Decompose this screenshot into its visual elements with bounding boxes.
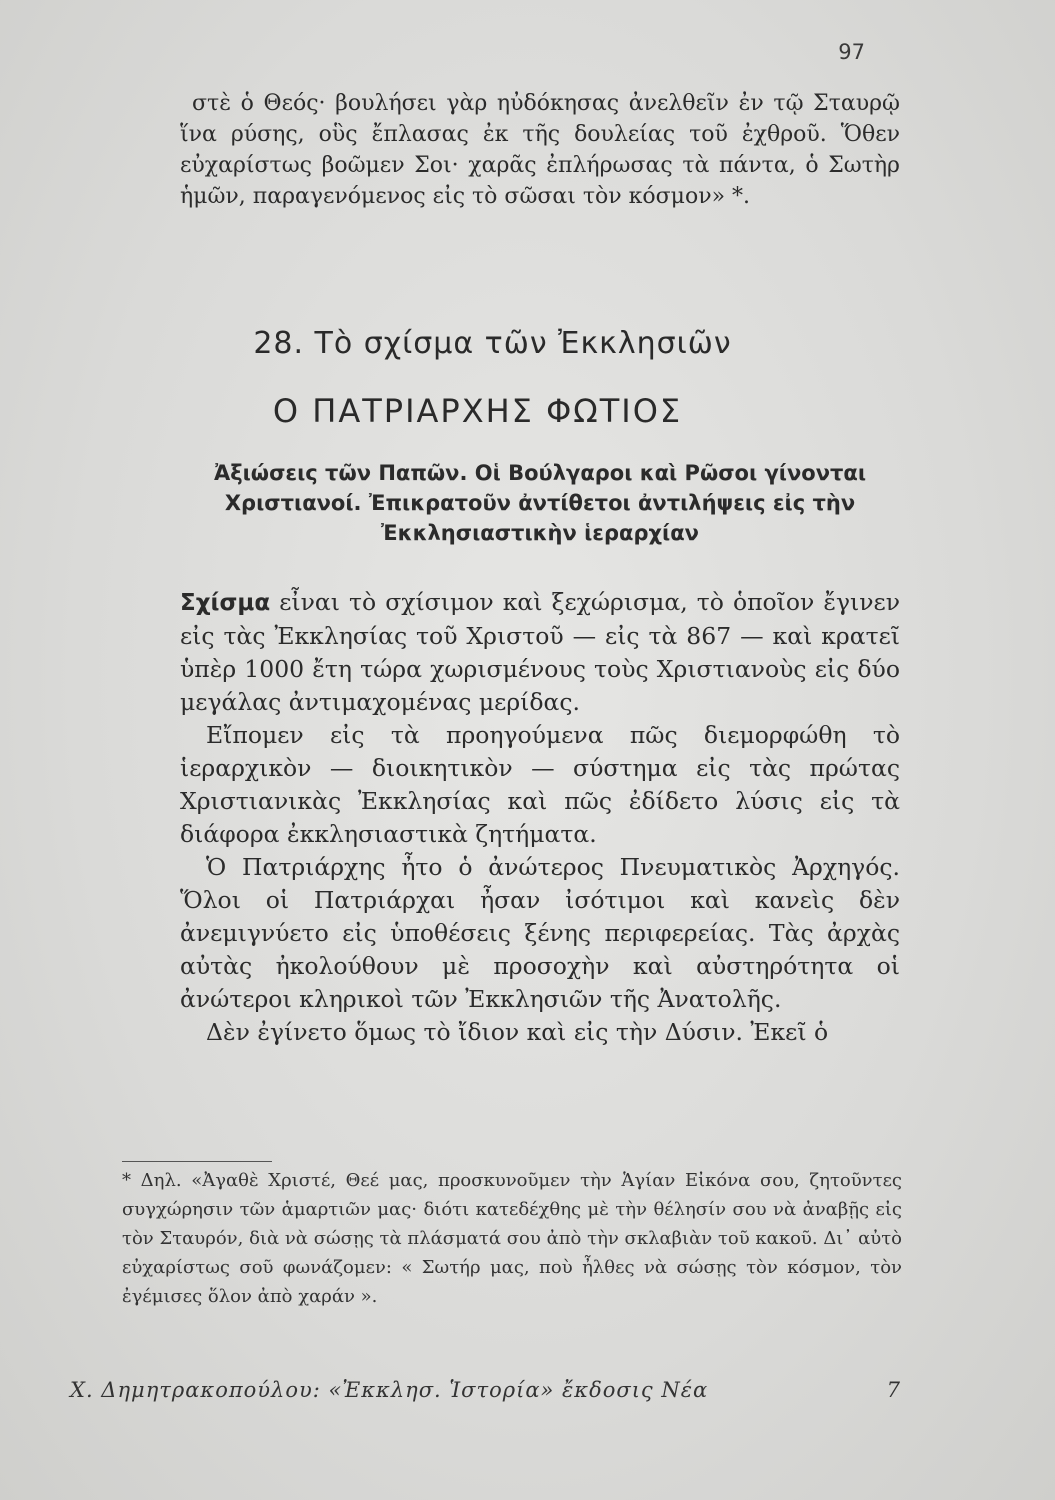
section-summary: Ἀξιώσεις τῶν Παπῶν. Οἱ Βούλγαροι καὶ Ρῶσοι γίνονται Χριστιανοί. Ἐπικρατοῦν ἀντίθετοι ἀντιλήψεις εἰς τὴν Ἐκκλησιαστικὴν ἱεραρχίαν bbox=[213, 461, 867, 545]
chapter-title: 28. Τὸ σχίσμα τῶν Ἐκκλησιῶν bbox=[253, 326, 732, 361]
paragraph-2: Εἴπομεν εἰς τὰ προηγούμενα πῶς διεμορφώθη τὸ ἱεραρχικὸν — διοικητικὸν — σύστημα εἰς τὰς πρώτας Χριστιανικὰς Ἐκκλησίας καὶ πῶς ἐδίδετο λύσις εἰς τὰ διάφορα ἐκκλησιαστικὰ ζητήματα. bbox=[180, 721, 900, 848]
signature-text: Χ. Δημητρακοπούλου: «Ἐκκλησ. Ἱστορία» ἔκδοσις Νέα bbox=[70, 1378, 709, 1402]
footnote-marker: * bbox=[122, 1170, 141, 1191]
signature-sheet-number: 7 bbox=[886, 1378, 900, 1402]
page-number: 97 bbox=[838, 40, 865, 64]
opening-passage bbox=[180, 88, 900, 212]
section-heading: Ο ΠΑΤΡΙΑΡΧΗΣ ΦΩΤΙΟΣ bbox=[272, 392, 683, 430]
opening-paragraph: στὲ ὁ Θεός· βουλήσει γὰρ ηὐδόκησας ἀνελθεῖν ἐν τῷ Σταυρῷ ἵνα ρύσης, οὓς ἔπλασας ἐκ τῆς δουλείας τοῦ ἐχθροῦ. Ὅθεν εὐχαρίστως βοῶμεν Σοι· χαρᾶς ἐπλήρωσας τὰ πάντα, ὁ Σωτὴρ ἡμῶν, παραγενόμενος εἰς τὸ σῶσαι τὸν κόσμον» *. bbox=[180, 91, 900, 209]
paragraph-3: Ὁ Πατριάρχης ἦτο ὁ ἀνώτερος Πνευματικὸς Ἀρχηγός. Ὅλοι οἱ Πατριάρχαι ἦσαν ἰσότιμοι καὶ κανεὶς δὲν ἀνεμιγνύετο εἰς ὑποθέσεις ξένης περιφερείας. Τὰς ἀρχὰς αὐτὰς ἠκολούθουν μὲ προσοχὴν καὶ αὐστηρότητα οἱ ἀνώτεροι κληρικοὶ τῶν Ἐκκλησιῶν τῆς Ἀνατολῆς. bbox=[180, 853, 900, 1013]
footnote bbox=[122, 1166, 902, 1311]
main-text bbox=[180, 586, 900, 1049]
lead-word: Σχίσμα bbox=[180, 590, 271, 616]
paragraph-4: Δὲν ἐγίνετο ὅμως τὸ ἴδιον καὶ εἰς τὴν Δύσιν. Ἐκεῖ ὁ bbox=[206, 1018, 829, 1046]
footnote-paragraph bbox=[122, 1166, 902, 1311]
paragraph-1 bbox=[180, 586, 900, 719]
footnote-text: Δηλ. «Ἀγαθὲ Χριστέ, Θεέ μας, προσκυνοῦμεν τὴν Ἁγίαν Εἰκόνα σου, ζητοῦντες συγχώρησιν τῶν ἁμαρτιῶν μας· διότι κατεδέχθης μὲ τὴν θέλησίν σου νὰ ἀναβῇς εἰς τὸν Σταυρόν, διὰ νὰ σώσῃς τὰ πλάσματά σου ἀπὸ τὴν σκλαβιὰν τοῦ κακοῦ. Δι᾽ αὐτὸ εὐχαρίστως σοῦ φωνάζομεν: « Σωτήρ μας, ποὺ ἦλθες νὰ σώσῃς τὸν κόσμον, τὸν ἐγέμισες ὅλον ἀπὸ χαράν ». bbox=[122, 1170, 902, 1307]
printer-signature bbox=[70, 1378, 900, 1402]
footnote-divider bbox=[122, 1161, 272, 1162]
paragraph-1-text: εἶναι τὸ σχίσιμον καὶ ξεχώρισμα, τὸ ὁποῖον ἔγινεν εἰς τὰς Ἐκκλησίας τοῦ Χριστοῦ — εἰς τὰ 867 — καὶ κρατεῖ ὑπὲρ 1000 ἔτη τώρα χωρισμένους τοὺς Χριστιανοὺς εἰς δύο μεγάλας ἀντιμαχομένας μερίδας. bbox=[180, 588, 900, 716]
